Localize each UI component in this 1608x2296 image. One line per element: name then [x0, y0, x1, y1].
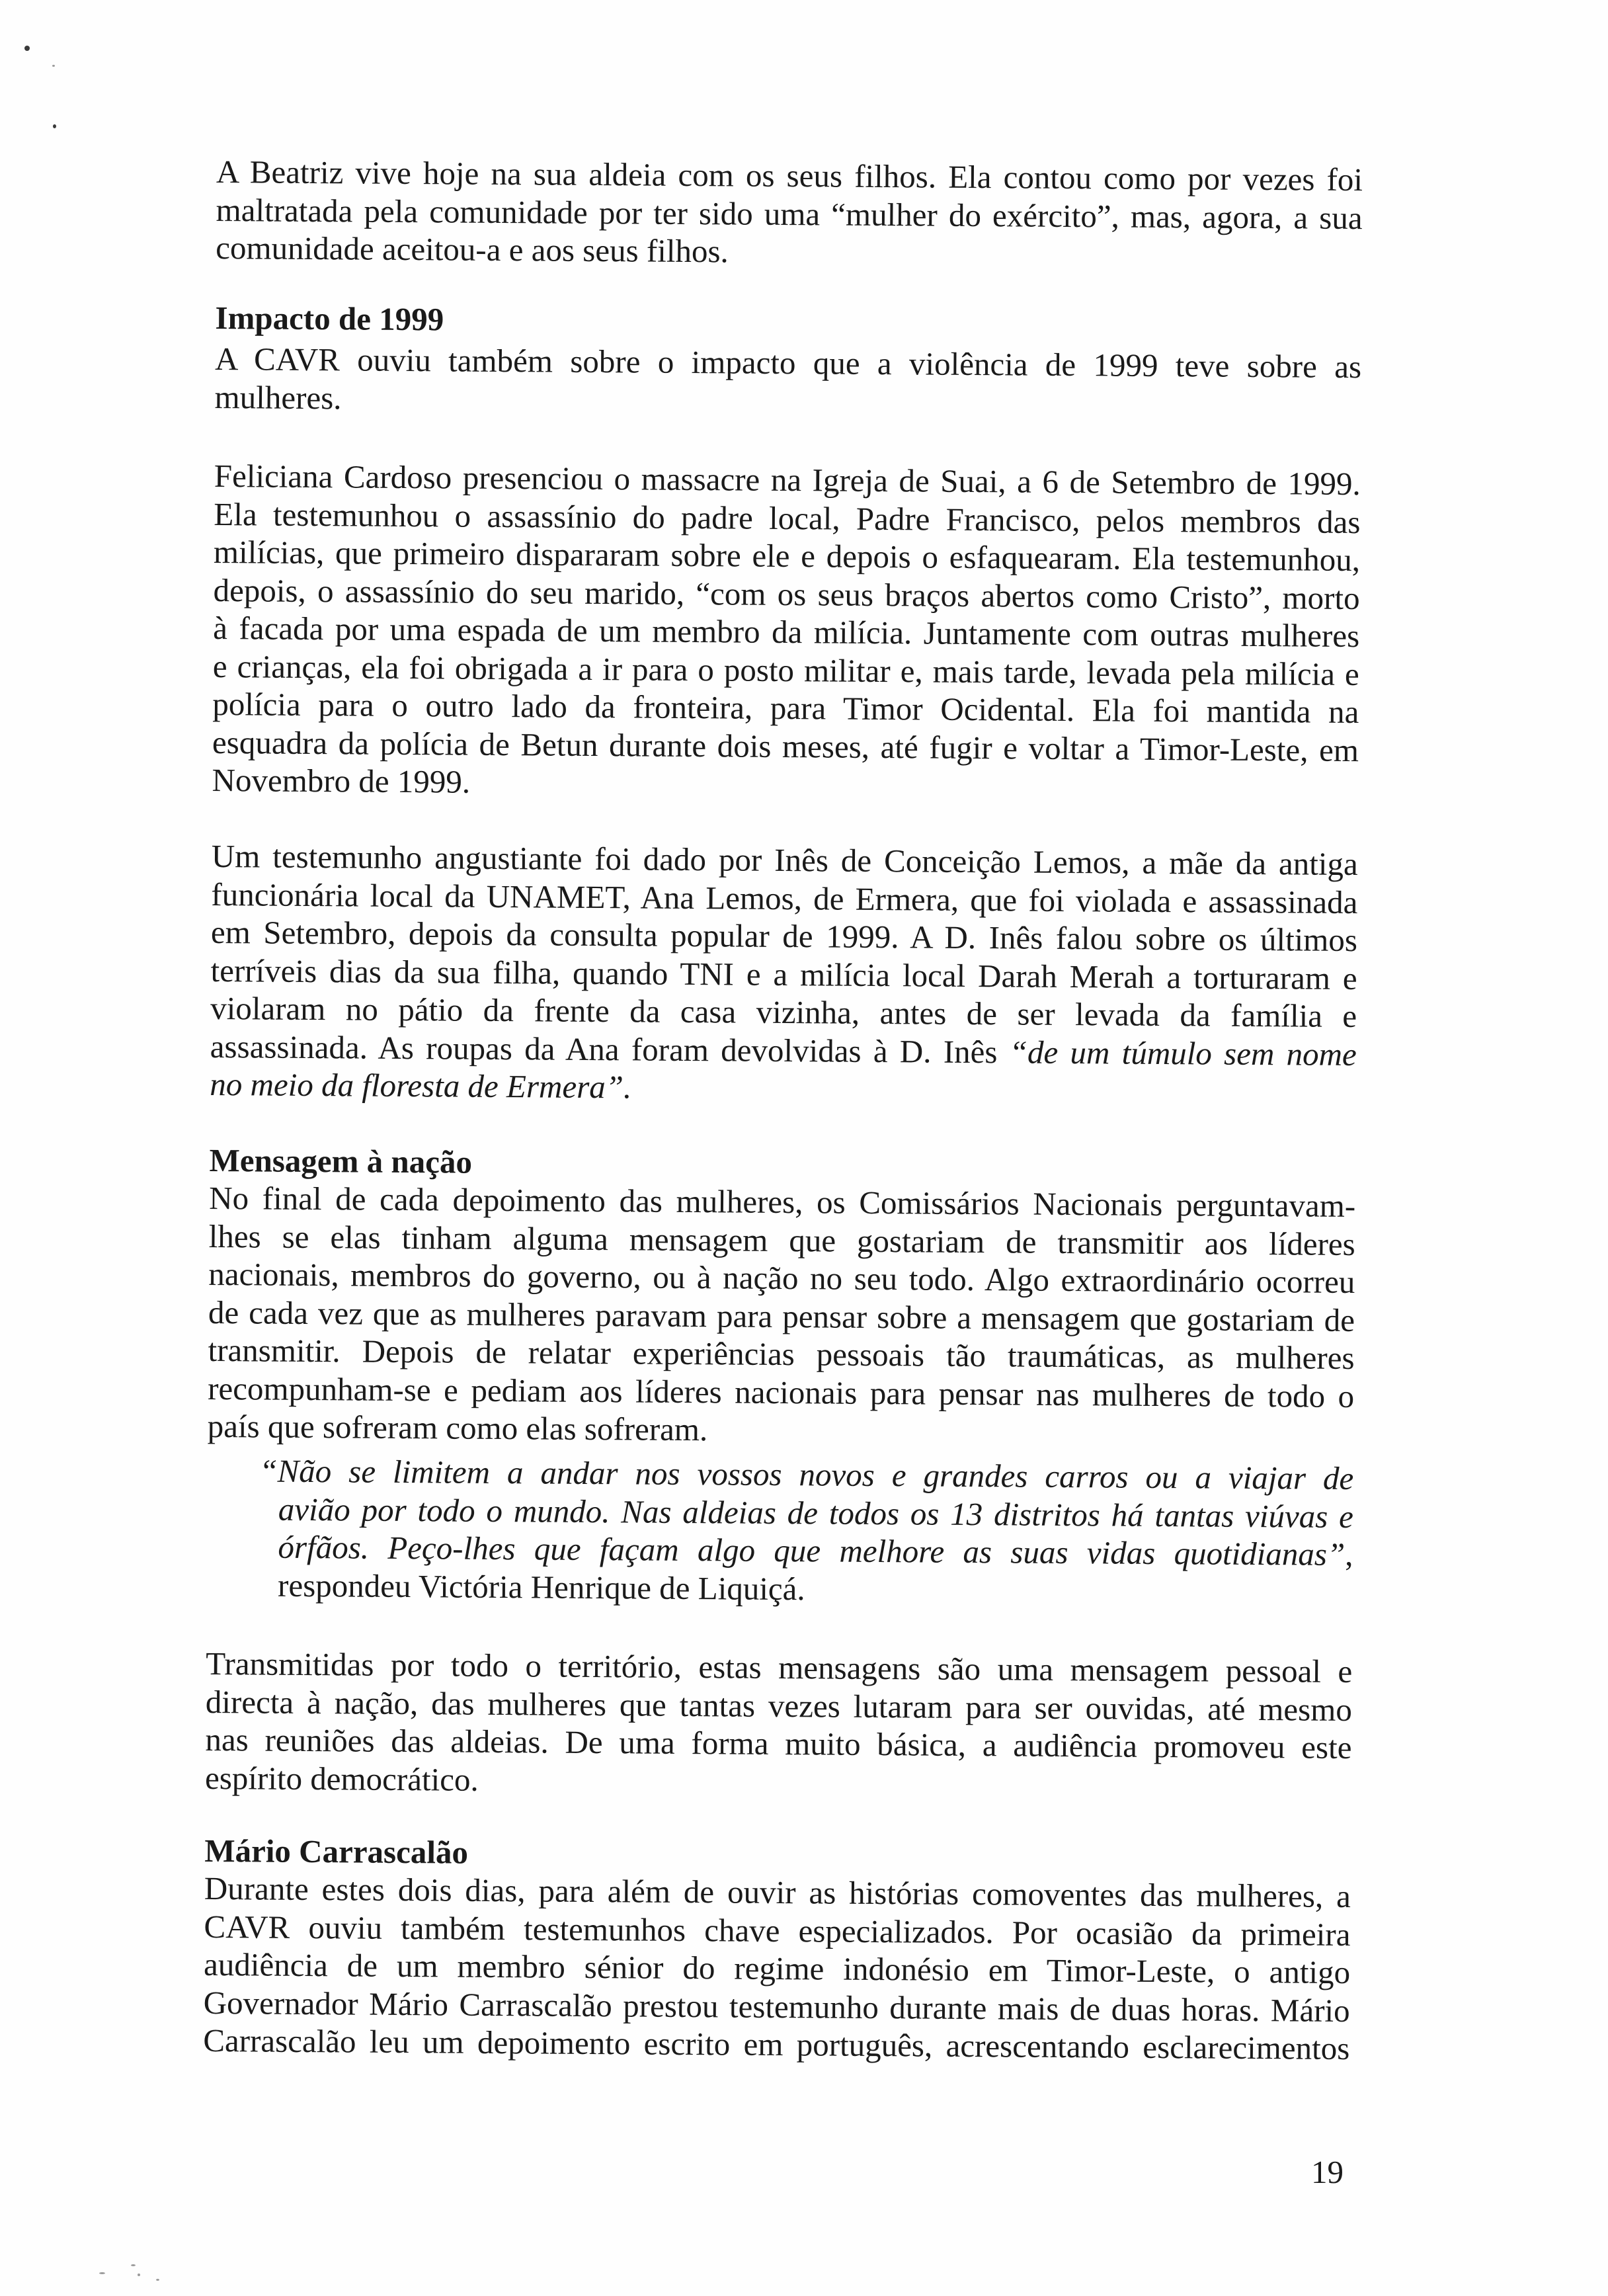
text-line: Durante estes dois dias, para além de ouvir as histórias comoventes das mulheres, a	[204, 1869, 1351, 1915]
text-line: recompunham-se e pediam aos líderes nacionais para pensar nas mulheres de todo o	[208, 1370, 1355, 1414]
paragraph-testemunho	[210, 837, 1358, 1112]
scan-speck	[131, 2264, 136, 2266]
scan-speck	[156, 2279, 159, 2281]
text-line: nacionais, membros do governo, ou à nação no seu todo. Algo extraordinário ocorreu	[208, 1255, 1355, 1301]
text-line: no meio da floresta de Ermera”.	[210, 1065, 632, 1106]
text-line: A Beatriz vive hoje na sua aldeia com os seus filhos. Ela contou como por vezes foi	[216, 153, 1363, 198]
text-line: nas reuniões das aldeias. De uma forma muito básica, a audiência promoveu este	[205, 1721, 1352, 1766]
block-quote	[259, 1452, 1354, 1612]
text-line: e crianças, ela foi obrigada a ir para o posto militar e, mais tarde, levada pela milícia e	[212, 647, 1359, 692]
text-line: No final de cada depoimento das mulheres, os Comissários Nacionais perguntavam-	[209, 1179, 1356, 1225]
text-line: milícias, que primeiro dispararam sobre ele e depois o esfaquearam. Ela testemunhou,	[213, 533, 1361, 579]
section-heading-mensagem: Mensagem à nação	[209, 1141, 473, 1180]
text-line: comunidade aceitou-a e aos seus filhos.	[216, 229, 729, 270]
text-line: Governador Mário Carrascalão prestou testemunho durante mais de duas horas. Mário	[203, 1984, 1350, 2029]
section-heading-mario: Mário Carrascalão	[204, 1832, 469, 1871]
quote-line: “Não se limitem a andar nos vossos novos e grandes carros ou a viajar de	[259, 1452, 1354, 1497]
scan-speck	[24, 46, 30, 51]
quote-line: avião por todo o mundo. Nas aldeias de todos os 13 distritos há tantas viúvas e	[278, 1491, 1354, 1535]
text-line: em Setembro, depois da consulta popular de 1999. A D. Inês falou sobre os últimos	[210, 913, 1358, 959]
body-text	[203, 153, 1363, 2118]
text-line: audiência de um membro sénior do regime indonésio em Timor-Leste, o antigo	[203, 1946, 1351, 1991]
text-line: funcionária local da UNAMET, Ana Lemos, de Ermera, que foi violada e assassinada	[211, 876, 1358, 921]
text-line: terríveis dias da sua filha, quando TNI e a milícia local Darah Merah a torturaram e	[210, 952, 1357, 997]
text-line: de cada vez que as mulheres paravam para pensar sobre a mensagem que gostariam de	[208, 1293, 1355, 1338]
scan-speck	[99, 2272, 105, 2274]
page-number: 19	[1311, 2154, 1344, 2190]
text-line: Feliciana Cardoso presenciou o massacre na Igreja de Suai, a 6 de Setembro de 1999.	[214, 457, 1361, 503]
text-line: espírito democrático.	[204, 1759, 479, 1798]
paragraph-transmitidas	[205, 1645, 1353, 1805]
section-heading-impacto: Impacto de 1999	[215, 299, 444, 338]
text-line: directa à nação, das mulheres que tantas vezes lutaram para ser ouvidas, até mesmo	[205, 1683, 1353, 1728]
text-line: depois, o assassínio do seu marido, “com os seus braços abertos como Cristo”, morto	[213, 571, 1360, 616]
text-run: ,	[1345, 1536, 1353, 1573]
scan-speck	[52, 65, 55, 67]
text-line: lhes se elas tinham alguma mensagem que gostariam de transmitir aos líderes	[208, 1217, 1355, 1262]
text-line: transmitir. Depois de relatar experiências pessoais tão traumáticas, as mulheres	[208, 1331, 1355, 1377]
paragraph-feliciana	[212, 457, 1361, 807]
text-line: violaram no pátio da frente da casa vizinha, antes de ser levada da família e	[210, 989, 1357, 1035]
scan-speck	[138, 2274, 140, 2276]
text-line: à facada por uma espada de um membro da milícia. Juntamente com outras mulheres	[213, 609, 1360, 655]
text-line: Transmitidas por todo o território, estas mensagens são uma mensagem pessoal e	[206, 1645, 1353, 1690]
text-line: A CAVR ouviu também sobre o impacto que a violência de 1999 teve sobre as	[214, 340, 1362, 386]
text-run: assassinada. As roupas da Ana foram devolvidas à D. Inês	[210, 1028, 998, 1070]
italic-text-run: “de um túmulo sem nome	[1009, 1033, 1357, 1073]
text-line: esquadra da polícia de Betun durante dois meses, até fugir e voltar a Timor-Leste, em	[212, 723, 1359, 768]
paragraph-beatriz	[216, 153, 1363, 275]
quote-attribution: respondeu Victória Henrique de Liquiçá.	[277, 1567, 805, 1607]
text-line: Carrascalão leu um depoimento escrito em português, acrescentando esclarecimentos	[203, 2022, 1350, 2067]
paragraph-mensagem	[208, 1179, 1356, 1454]
text-line: país que sofreram como elas sofreram.	[207, 1407, 708, 1448]
scan-speck	[53, 124, 56, 128]
paragraph-mario	[203, 1869, 1351, 2068]
quote-line	[278, 1528, 1353, 1574]
italic-text-run: órfãos. Peço-lhes que façam algo que melhore as suas vidas quotidianas”	[278, 1528, 1346, 1573]
text-line: Um testemunho angustiante foi dado por Inês de Conceição Lemos, a mãe da antiga	[211, 837, 1358, 883]
paragraph-impacto-intro	[214, 340, 1361, 424]
text-line: mulheres.	[214, 378, 342, 416]
text-line: CAVR ouviu também testemunhos chave especializados. Por ocasião da primeira	[204, 1908, 1351, 1953]
text-line: Ela testemunhou o assassínio do padre local, Padre Francisco, pelos membros das	[214, 495, 1361, 540]
text-line: Novembro de 1999.	[212, 761, 471, 800]
text-line: polícia para o outro lado da fronteira, para Timor Ocidental. Ela foi mantida na	[212, 685, 1359, 731]
text-line: maltratada pela comunidade por ter sido uma “mulher do exército”, mas, agora, a sua	[216, 191, 1363, 236]
